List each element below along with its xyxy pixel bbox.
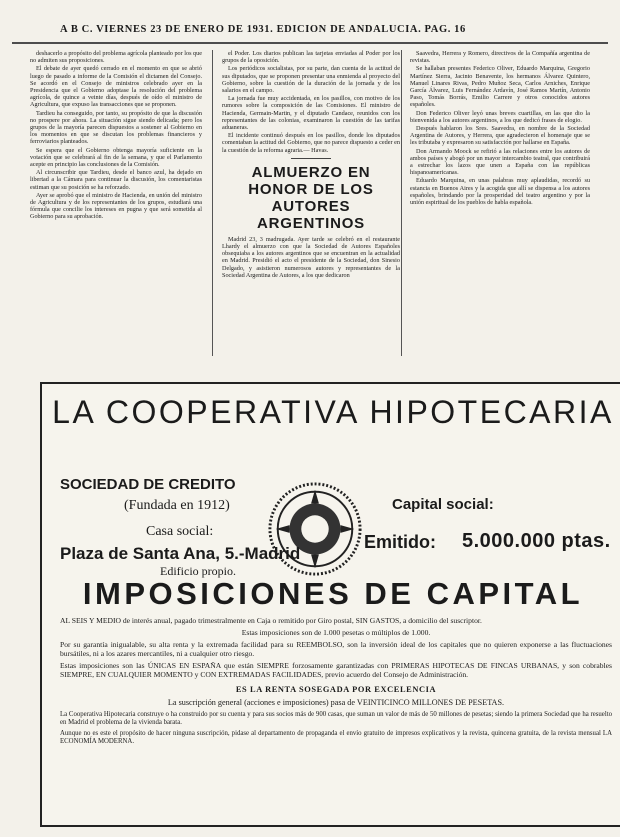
emitido-label: Emitido: — [364, 532, 436, 552]
ad-title: LA COOPERATIVA HIPOTECARIA — [52, 394, 614, 430]
paragraph: Se espera que el Gobierno obtenga mayoría suficiente en la votación que se celebrará al fin de la semana, y que el Parlamento acepte en principio las conclusiones de la Comisión. — [30, 146, 202, 169]
ad-founded: (Fundada en 1912) — [124, 498, 230, 513]
ad-paragraph: La Cooperativa Hipotecaria construye o ha construido por su cuenta y para sus socios más de 900 casas, que suman un valor de más de 50 millones de pesetas; siendo la primera Sociedad que ha resuelto en Madrid el problema de la vivienda barata. — [60, 711, 612, 726]
column-middle — [222, 50, 400, 356]
column-divider — [401, 50, 402, 356]
column-left — [30, 50, 202, 356]
ad-body — [60, 616, 612, 749]
ad-paragraph: Aunque no es este el propósito de hacer ninguna suscripción, pidase al departamento de propaganda el envío gratuito de impresos explicativos y la revista, quincena gratuita, de la revista mensual LA ECONOMÍA MODERNA. — [60, 730, 612, 745]
paragraph: El incidente continuó después en los pasillos, donde los diputados comentaban la actitud del Gobierno, que no parece dispuesto a ceder en la cuestión de la reforma agraria.— Havas. — [222, 132, 400, 154]
paragraph: Madrid 23, 3 madrugada. Ayer tarde se celebró en el restaurante Lhardy el almuerzo con que la Sociedad de Autores Españoles obsequiaba a los autores argentinos que se encuentran en la actualidad en Madrid. Presidió el acto el presidente de la Sociedad, don Sinesio Delgado, y asistieron numerosos autores y representantes de la Sociedad Argentina de Autores, a los que dedicaron — [222, 235, 400, 279]
ad-subtitle: SOCIEDAD DE CREDITO — [60, 476, 236, 493]
ad-paragraph: La suscripción general (acciones e imposiciones) pasa de VEINTICINCO MILLONES DE PESETAS. — [167, 698, 505, 707]
ad-paragraph: Estas imposiciones son las ÚNICAS EN ESPAÑA que están SIEMPRE forzosamente garantizadas con PRIMERAS HIPOTECAS DE FINCAS URBANAS, y son cobrables SIEMPRE, EN CUALQUIER MOMENTO y CON EXTREMADAS FACILIDADES, previo acuerdo del Consejo de Administración. — [60, 661, 612, 679]
paragraph: Después hablaron los Sres. Saavedra, en nombre de la Sociedad Argentina de Autores, y Herrera, que agradecieron el homenaje que se les tributaba y expresaron su satisfacción por hallarse en España. — [410, 125, 590, 147]
paragraph: deshacerlo a propósito del problema agrícola planteado por los que no admiten sus proposiciones. — [30, 50, 202, 65]
casa-label: Casa social: — [146, 524, 214, 539]
paragraph: Eduardo Marquina, en unas palabras muy aplaudidas, recordó su estancia en Buenos Aires y la acogida que allí se dispensa a los autores españoles, brindando por la prosperidad del teatro argentino y por la unión espiritual de los pueblos de habla española. — [410, 177, 590, 207]
column-divider — [212, 50, 213, 356]
paragraph: La jornada fue muy accidentada, en los pasillos, con motivo de los rumores sobre la composición de las Comisiones. El ministro de Hacienda, Germain-Martin, y el diputado Candace, reunidos con los representantes de las colonias, examinaron la cuestión de las tarifas aduaneras. — [222, 95, 400, 132]
capital-label: Capital social: — [392, 496, 494, 513]
company-address: Plaza de Santa Ana, 5.-Madrid — [60, 544, 301, 563]
column-right — [410, 50, 590, 356]
paragraph: Al circunscribir que Tardieu, desde el banco azul, ha dejado en libertad a la Cámara para continuar la discusión, los comentaristas estiman que su posición se ha reforzado. — [30, 169, 202, 191]
paragraph: Don Armando Moock se refirió a las relaciones entre los autores de ambos países y abogó por un mayor intercambio teatral, que contribuirá a estrechar los lazos que unen a España con las repúblicas hispanoamericanas. — [410, 147, 590, 177]
advertisement — [40, 382, 620, 827]
paragraph: el Poder. Los diarios publican las tarjetas enviadas al Poder por los grupos de la oposición. — [222, 50, 400, 65]
paragraph: Ayer se aprobó que el ministro de Hacienda, en unión del ministro de Agricultura y de los representantes de los grupos, estudiará una fórmula que concilie los intereses en pugna y que será sometida al Gobierno para su aprobación. — [30, 191, 202, 221]
ad-highlight: ES LA RENTA SOSEGADA POR EXCELENCIA — [235, 685, 437, 694]
paragraph: El debate de ayer quedó cerrado en el momento en que se abrió luego de pasado a informe de la Comisión el dictamen del Consejo. Se acordó en el Consejo de ministros celebrado ayer en la Presidencia que el Gobierno adoptase la resolución del problema agrícola, de quince a veinte días, después de oído el ministro de Agricultura, que expuso las transacciones que se proponen. — [30, 65, 202, 109]
paragraph: Saavedra, Herrera y Romero, directivos de la Compañía argentina de revistas. — [410, 50, 590, 65]
paragraph: Los periódicos socialistas, por su parte, dan cuenta de la actitud de sus diputados, que se proponen presentar una enmienda al proyecto del Gobierno, sobre la cuestión de la duración de la jornada y de los salarios en el campo. — [222, 65, 400, 95]
ad-paragraph: AL SEIS Y MEDIO de interés anual, pagado trimestralmente en Caja o remitido por Giro postal, SIN GASTOS, a domicilio del suscriptor. — [60, 616, 482, 625]
section-rule — [291, 158, 331, 159]
article-headline: ALMUERZO EN HONOR DE LOS AUTORES ARGENTINOS — [248, 163, 374, 232]
ad-headline: IMPOSICIONES DE CAPITAL — [82, 576, 584, 611]
ad-paragraph: Por su garantía inigualable, su alta renta y la extremada facilidad para su REEMBOLSO, son la inversión ideal de los capitales que no quieren exponerse a las fluctuaciones bursátiles, ni a los azares mercantiles, ni a cualquier otro riesgo. — [60, 640, 612, 658]
paragraph: Don Federico Oliver leyó unas breves cuartillas, en las que dio la bienvenida a los autores argentinos, a los que dedicó frases de elogio. — [410, 109, 590, 124]
header-rule — [12, 42, 608, 44]
building-note: Edificio propio. — [160, 564, 236, 578]
paragraph: Tardieu ha conseguido, por tanto, su propósito de que la discusión no prospere por ahora. La situación sigue siendo delicada; pero los grupos de la mayoría parecen dispuestos a sostener al Gobierno en los momentos en que se discutan los problemas financieros y ferroviarios planteados. — [30, 109, 202, 146]
paragraph: Se hallaban presentes Federico Oliver, Eduardo Marquina, Gregorio Martínez Sierra, Jacinto Benavente, los hermanos Álvarez Quintero, Manuel Linares Rivas, Pedro Muñoz Seca, Carlos Arniches, Enrique García Álvarez, Luis Fernández Ardavín, José Ramos Martín, Antonio Paso, Tomás Borrás, Emilio Carrere y otros conocidos autores españoles. — [410, 65, 590, 109]
masthead: A B C. VIERNES 23 DE ENERO DE 1931. EDICION DE ANDALUCIA. PAG. 16 — [60, 24, 466, 35]
ad-paragraph: Estas imposiciones son de 1.000 pesetas o múltiplos de 1.000. — [241, 628, 431, 637]
emitido-value: 5.000.000 ptas. — [462, 530, 611, 552]
